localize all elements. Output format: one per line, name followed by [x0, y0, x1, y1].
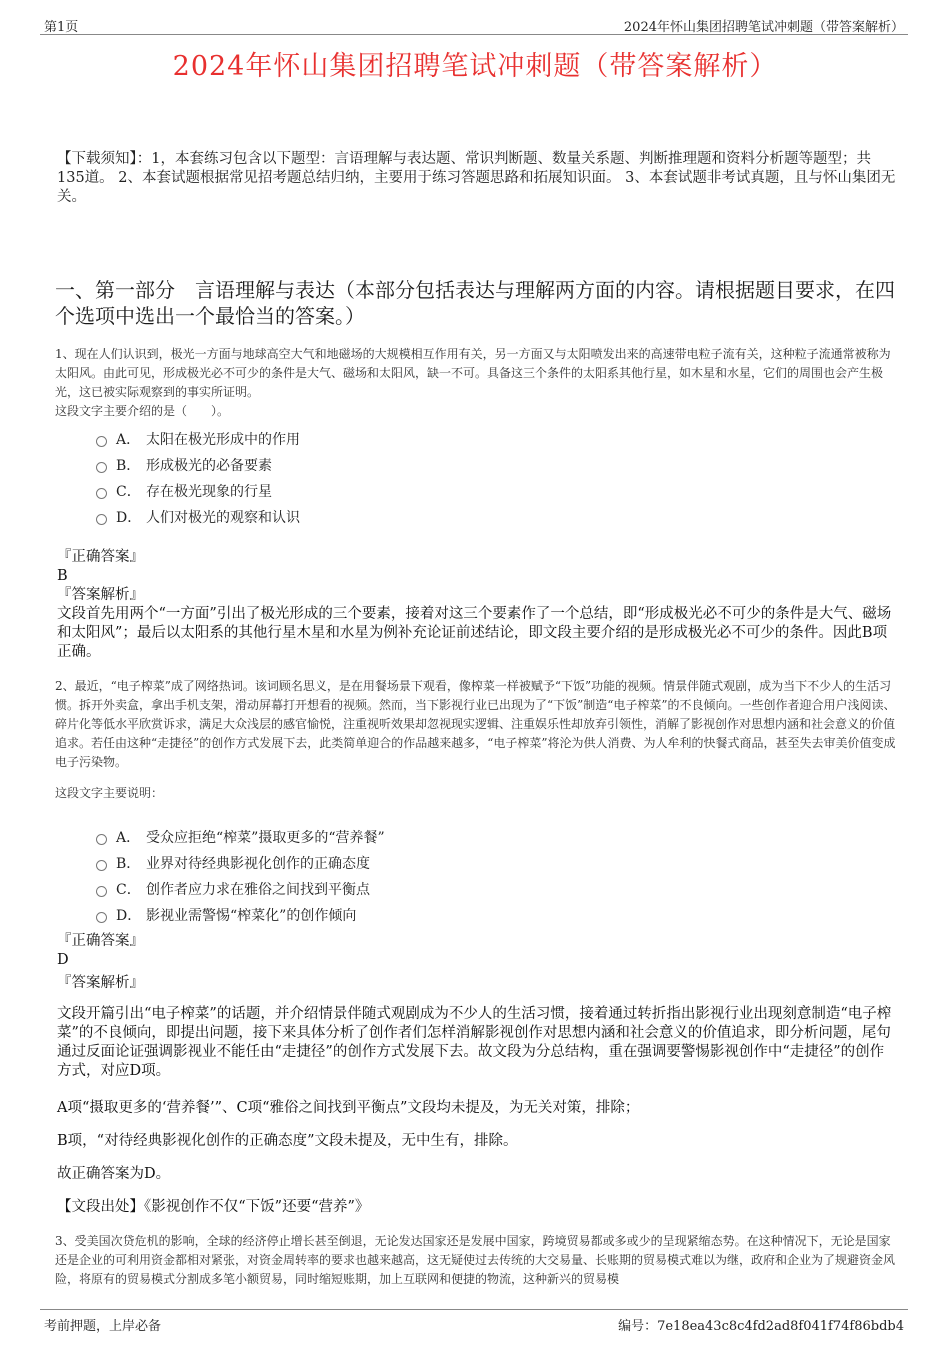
analysis-extra-2: B项，“对待经典影视化创作的正确态度”文段未提及，无中生有，排除。 — [57, 1133, 518, 1149]
question-2-ask: 这段文字主要说明： — [55, 786, 164, 800]
analysis-label: 『答案解析』 — [57, 975, 144, 991]
question-1-option-c[interactable]: C． 存在极光现象的行星 — [96, 478, 300, 504]
question-2-options — [96, 824, 385, 928]
question-1-ask: 这段文字主要介绍的是（ ）。 — [55, 404, 230, 418]
question-2-option-c[interactable]: C． 创作者应力求在雅俗之间找到平衡点 — [96, 876, 385, 902]
radio-icon[interactable] — [96, 886, 107, 897]
question-1-body: 1、现在人们认识到，极光一方面与地球高空大气和地磁场的大规模相互作用有关，另一方面又与太阳喷发出来的高速带电粒子流有关，这种粒子流通常被称为太阳风。由此可见，形成极光必不可少的条件是大气、磁场和太阳风，缺一不可。具备这三个条件的太阳系其他行星，如木星和水星，它们的周围也会产生极光，这已被实际观察到的事实所证明。 — [55, 347, 891, 399]
question-2-option-d[interactable]: D． 影视业需警惕“榨菜化”的创作倾向 — [96, 902, 385, 928]
question-1-options — [96, 426, 300, 530]
radio-icon[interactable] — [96, 514, 107, 525]
answer-value: B — [57, 568, 68, 584]
question-2-text — [55, 677, 900, 803]
question-2-body: 2、最近，“电子榨菜”成了网络热词。该词顾名思义，是在用餐场景下观看，像榨菜一样被赋予“下饭”功能的视频。情景伴随式观剧，成为当下不少人的生活习惯。拆开外卖盒，拿出手机支架，滑动屏幕打开想看的视频。然而，当下影视行业已出现为了“下饭”制造“电子榨菜”的不良倾向。一些创作者迎合用户浅阅读、碎片化等低水平欣赏诉求，满足大众浅层的感官愉悦，注重视听效果却忽视现实逻辑、注重娱乐性却放弃引领性，消解了影视创作对思想内涵和社会意义的价值追求。若任由这种“走捷径”的创作方式发展下去，此类简单迎合的作品越来越多，“电子榨菜”将沦为供人消费、为人牟利的快餐式商品，甚至失去审美价值变成电子污染物。 — [55, 679, 896, 769]
question-1-option-b[interactable]: B． 形成极光的必备要素 — [96, 452, 300, 478]
question-1-option-a[interactable]: A． 太阳在极光形成中的作用 — [96, 426, 300, 452]
radio-icon[interactable] — [96, 860, 107, 871]
analysis-extra-1: A项“摄取更多的‘营养餐’”、C项“雅俗之间找到平衡点”文段均未提及，为无关对策，排除； — [57, 1100, 640, 1116]
analysis-extra-3: 故正确答案为D。 — [57, 1166, 171, 1182]
radio-icon[interactable] — [96, 462, 107, 473]
radio-icon[interactable] — [96, 912, 107, 923]
question-3-text — [55, 1232, 900, 1289]
source-citation: 【文段出处】《影视创作不仅“下饭”还要“营养”》 — [57, 1199, 370, 1215]
radio-icon[interactable] — [96, 436, 107, 447]
page-header — [40, 14, 908, 35]
page-number: 第1页 — [44, 20, 79, 35]
page-footer — [40, 1309, 908, 1334]
analysis-text: 文段开篇引出“电子榨菜”的话题，并介绍情景伴随式观剧成为不少人的生活习惯，接着通过转折指出影视行业出现刻意制造“电子榨菜”的不良倾向，即提出问题，接下来具体分析了创作者们怎样消解影视创作对思想内涵和社会意义的价值追求，即分析问题，尾句通过反面论证强调影视业不能任由“走捷径”的创作方式发展下去。故文段为分总结构，重在强调要警惕影视创作中“走捷径”的创作方式，对应D项。 — [57, 1006, 892, 1079]
analysis-label: 『答案解析』 — [57, 587, 144, 603]
section-heading: 一、第一部分 言语理解与表达（本部分包括表达与理解两方面的内容。请根据题目要求，在四个选项中选出一个最恰当的答案。） — [55, 278, 895, 328]
answer-value: D — [57, 952, 69, 968]
answer-label: 『正确答案』 — [57, 549, 144, 565]
question-2-answer-block — [57, 932, 897, 1217]
answer-label: 『正确答案』 — [57, 933, 144, 949]
footer-slogan: 考前押题，上岸必备 — [44, 1319, 162, 1334]
header-doc-title: 2024年怀山集团招聘笔试冲刺题（带答案解析） — [623, 20, 904, 35]
question-3-body: 3、受美国次贷危机的影响，全球的经济停止增长甚至倒退，无论发达国家还是发展中国家，跨境贸易都或多或少的呈现紧缩态势。在这种情况下，无论是国家还是企业的可利用资金都相对紧张，对资金周转率的要求也越来越高，这无疑使过去传统的大交易量、长账期的贸易模式难以为继，政府和企业为了规避资金风险，将原有的贸易模式分割成多笔小额贸易，同时缩短账期，加上互联网和便捷的物流，这种新兴的贸易模 — [55, 1234, 896, 1286]
footer-doc-id: 编号：7e18ea43c8c4fd2ad8f041f74f86bdb4 — [618, 1319, 904, 1334]
question-2-option-b[interactable]: B． 业界对待经典影视化创作的正确态度 — [96, 850, 385, 876]
question-1-option-d[interactable]: D． 人们对极光的观察和认识 — [96, 504, 300, 530]
radio-icon[interactable] — [96, 488, 107, 499]
radio-icon[interactable] — [96, 834, 107, 845]
question-1-answer-block — [57, 548, 897, 662]
analysis-text: 文段首先用两个“一方面”引出了极光形成的三个要素，接着对这三个要素作了一个总结，即“形成极光必不可少的条件是大气、磁场和太阳风”；最后以太阳系的其他行星木星和水星为例补充论证前述结论，即文段主要介绍的是形成极光必不可少的条件。因此B项正确。 — [57, 606, 892, 660]
question-1-text — [55, 345, 900, 421]
document-title: 2024年怀山集团招聘笔试冲刺题（带答案解析） — [172, 51, 778, 82]
download-notice: 【下载须知】：1，本套练习包含以下题型：言语理解与表达题、常识判断题、数量关系题、判断推理题和资料分析题等题型；共135道。 2、本套试题根据常见招考题总结归纳，主要用于练习答题思路和拓展知识面。 3、本套试题非考试真题，且与怀山集团无关。 — [57, 151, 896, 205]
question-2-option-a[interactable]: A． 受众应拒绝“榨菜”摄取更多的“营养餐” — [96, 824, 385, 850]
